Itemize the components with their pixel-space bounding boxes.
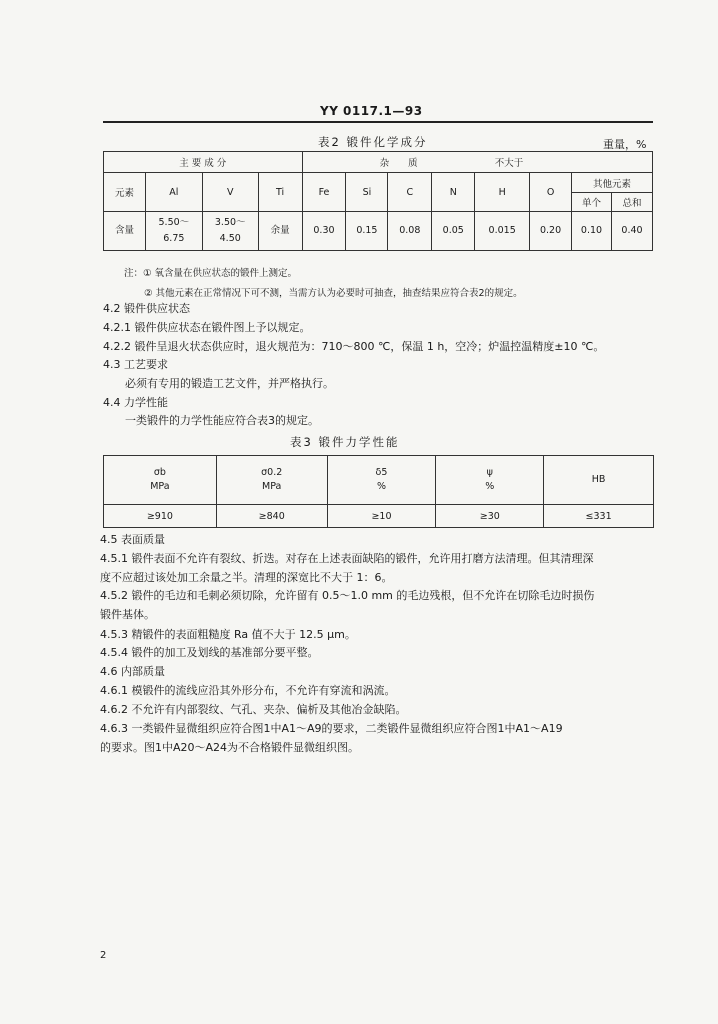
para-4-6-3-line2: 的要求。图1中A20～A24为不合格锻件显微组织图。 — [100, 741, 360, 754]
elongation-value: ≥10 — [327, 505, 436, 528]
elongation-header: δ5 % — [327, 456, 436, 505]
o-content: 0.20 — [530, 212, 572, 251]
element-fe: Fe — [302, 173, 346, 212]
reduction-of-area-header: ψ % — [436, 456, 544, 505]
para-4-2-2: 4.2.2 锻件呈退火状态供应时，退火规范为：710～800 ℃，保温 1 h，空冷；炉温控温精度±10 ℃。 — [103, 340, 605, 353]
content-label: 含量 — [104, 212, 146, 251]
main-components-header: 主 要 成 分 — [104, 152, 303, 173]
para-4-5-2-line2: 锻件基体。 — [100, 608, 155, 621]
element-si: Si — [346, 173, 388, 212]
yield-strength-value: ≥840 — [216, 505, 327, 528]
c-content: 0.08 — [388, 212, 432, 251]
table2-note-1: 注：① 氧含量在供应状态的锻件上测定。 — [124, 268, 298, 279]
para-4-2-1: 4.2.1 锻件供应状态在锻件图上予以规定。 — [103, 321, 311, 334]
para-4-5-1-line2: 度不应超过该处加工余量之半。清理的深宽比不大于 1：6。 — [100, 571, 393, 584]
header-rule — [103, 121, 653, 123]
reduction-of-area-value: ≥30 — [436, 505, 544, 528]
single-header: 单个 — [572, 193, 612, 212]
para-4-6-2: 4.6.2 不允许有内部裂纹、气孔、夹杂、偏析及其他冶金缺陷。 — [100, 703, 407, 716]
element-label: 元素 — [104, 173, 146, 212]
para-4-5-4: 4.5.4 锻件的加工及划线的基准部分要平整。 — [100, 646, 319, 659]
fe-content: 0.30 — [302, 212, 346, 251]
table3-caption: 表3 锻件力学性能 — [290, 435, 400, 449]
n-content: 0.05 — [432, 212, 475, 251]
element-o: O — [530, 173, 572, 212]
tensile-strength-value: ≥910 — [104, 505, 217, 528]
hardness-header: HB — [544, 456, 654, 505]
para-4-5-3: 4.5.3 精锻件的表面粗糙度 Ra 值不大于 12.5 μm。 — [100, 628, 356, 641]
ti-content: 余量 — [258, 212, 302, 251]
element-al: Al — [145, 173, 202, 212]
section-4-6-heading: 4.6 内部质量 — [100, 665, 165, 678]
element-n: N — [432, 173, 475, 212]
element-h: H — [475, 173, 530, 212]
mechanical-properties-table — [103, 455, 654, 528]
hardness-value: ≤331 — [544, 505, 654, 528]
page-number: 2 — [100, 950, 107, 961]
other-single-content: 0.10 — [572, 212, 612, 251]
section-4-5-heading: 4.5 表面质量 — [100, 533, 165, 546]
para-4-4-body: 一类锻件的力学性能应符合表3的规定。 — [125, 414, 319, 427]
h-content: 0.015 — [475, 212, 530, 251]
total-header: 总和 — [611, 193, 652, 212]
al-content: 5.50～ 6.75 — [145, 212, 202, 251]
standard-number-header: YY 0117.1—93 — [320, 104, 423, 118]
section-4-3-heading: 4.3 工艺要求 — [103, 358, 168, 371]
para-4-6-3-line1: 4.6.3 一类锻件显微组织应符合图1中A1～A9的要求，二类锻件显微组织应符合图1中A1～A19 — [100, 722, 563, 735]
para-4-3-body: 必须有专用的锻造工艺文件，并严格执行。 — [125, 377, 334, 390]
si-content: 0.15 — [346, 212, 388, 251]
element-ti: Ti — [258, 173, 302, 212]
other-elements-header: 其他元素 — [572, 173, 653, 193]
section-4-2-heading: 4.2 锻件供应状态 — [103, 302, 190, 315]
other-total-content: 0.40 — [611, 212, 652, 251]
para-4-5-2-line1: 4.5.2 锻件的毛边和毛刺必须切除，允许留有 0.5～1.0 mm 的毛边残根，但不允许在切除毛边时损伤 — [100, 589, 595, 602]
element-v: V — [202, 173, 258, 212]
yield-strength-header: σ0.2 MPa — [216, 456, 327, 505]
table2-caption: 表2 锻件化学成分 — [318, 135, 428, 149]
chemical-composition-table — [103, 151, 653, 251]
impurities-header: 杂 质 — [302, 152, 475, 173]
section-4-4-heading: 4.4 力学性能 — [103, 396, 168, 409]
table2-unit: 重量，% — [603, 138, 647, 151]
para-4-5-1-line1: 4.5.1 锻件表面不允许有裂纹、折迭。对存在上述表面缺陷的锻件，允许用打磨方法清理。但其清理深 — [100, 552, 594, 565]
tensile-strength-header: σb MPa — [104, 456, 217, 505]
v-content: 3.50～ 4.50 — [202, 212, 258, 251]
table2-note-2: ② 其他元素在正常情况下可不测，当需方认为必要时可抽查，抽查结果应符合表2的规定。 — [144, 288, 523, 299]
para-4-6-1: 4.6.1 模锻件的流线应沿其外形分布，不允许有穿流和涡流。 — [100, 684, 396, 697]
element-c: C — [388, 173, 432, 212]
not-more-than-header: 不大于 — [475, 152, 653, 173]
